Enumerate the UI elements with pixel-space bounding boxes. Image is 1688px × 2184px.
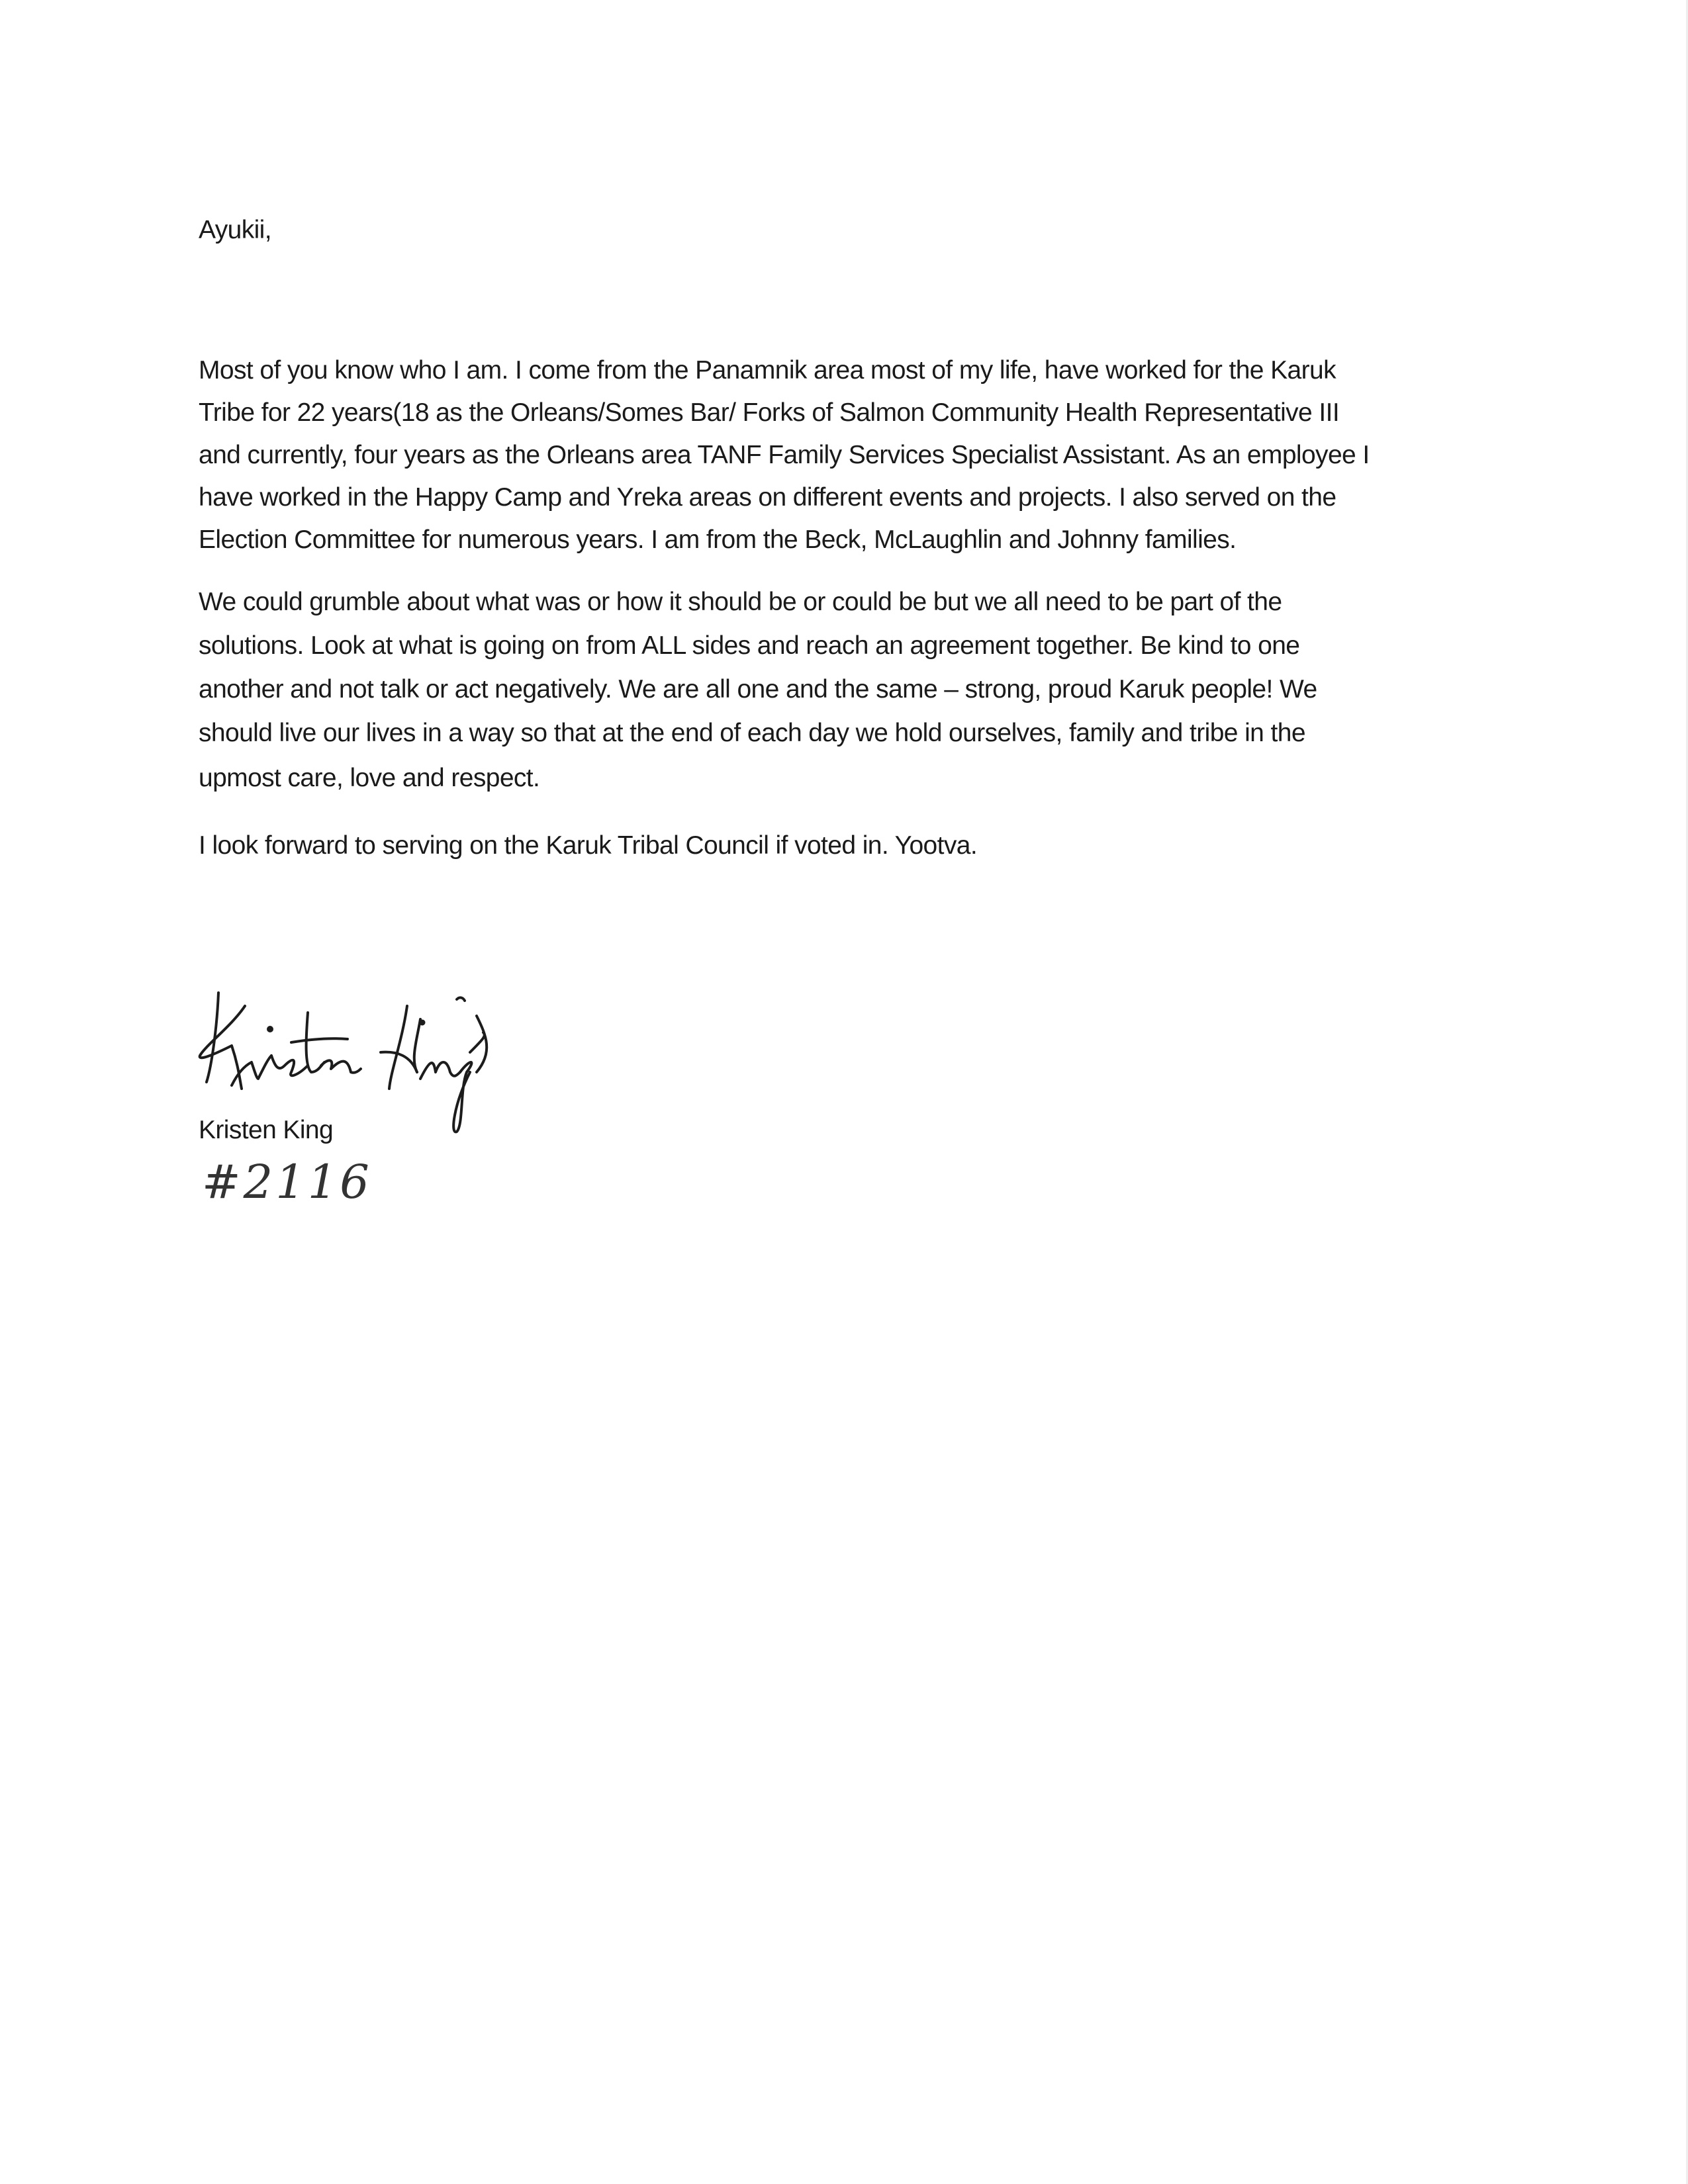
- paragraph-line: solutions. Look at what is going on from ALL sides and reach an agreement together. Be kind to one: [199, 631, 1300, 660]
- paragraph-line: should live our lives in a way so that at the end of each day we hold ourselves, family and tribe in the: [199, 719, 1305, 747]
- handwritten-number: #2116: [202, 1155, 372, 1209]
- paragraph-line: another and not talk or act negatively. We are all one and the same – strong, proud Karuk people! We: [199, 675, 1317, 704]
- closing-line: I look forward to serving on the Karuk Tribal Council if voted in. Yootva.: [199, 831, 978, 860]
- paragraph-line: Most of you know who I am. I come from the Panamnik area most of my life, have worked for the Karuk: [199, 356, 1336, 385]
- paragraph-line: upmost care, love and respect.: [199, 764, 540, 792]
- paragraph-line: Tribe for 22 years(18 as the Orleans/Somes Bar/ Forks of Salmon Community Health Representative III: [199, 398, 1340, 427]
- greeting: Ayukii,: [199, 216, 271, 244]
- paragraph-line: have worked in the Happy Camp and Yreka areas on different events and projects. I also served on the: [199, 483, 1336, 512]
- paragraph-line: Election Committee for numerous years. I am from the Beck, McLaughlin and Johnny families.: [199, 525, 1237, 554]
- paragraph-line: We could grumble about what was or how it should be or could be but we all need to be part of the: [199, 588, 1282, 616]
- paragraph-line: and currently, four years as the Orleans area TANF Family Services Specialist Assistant. As an employee I: [199, 441, 1370, 469]
- printed-name: Kristen King: [199, 1116, 334, 1144]
